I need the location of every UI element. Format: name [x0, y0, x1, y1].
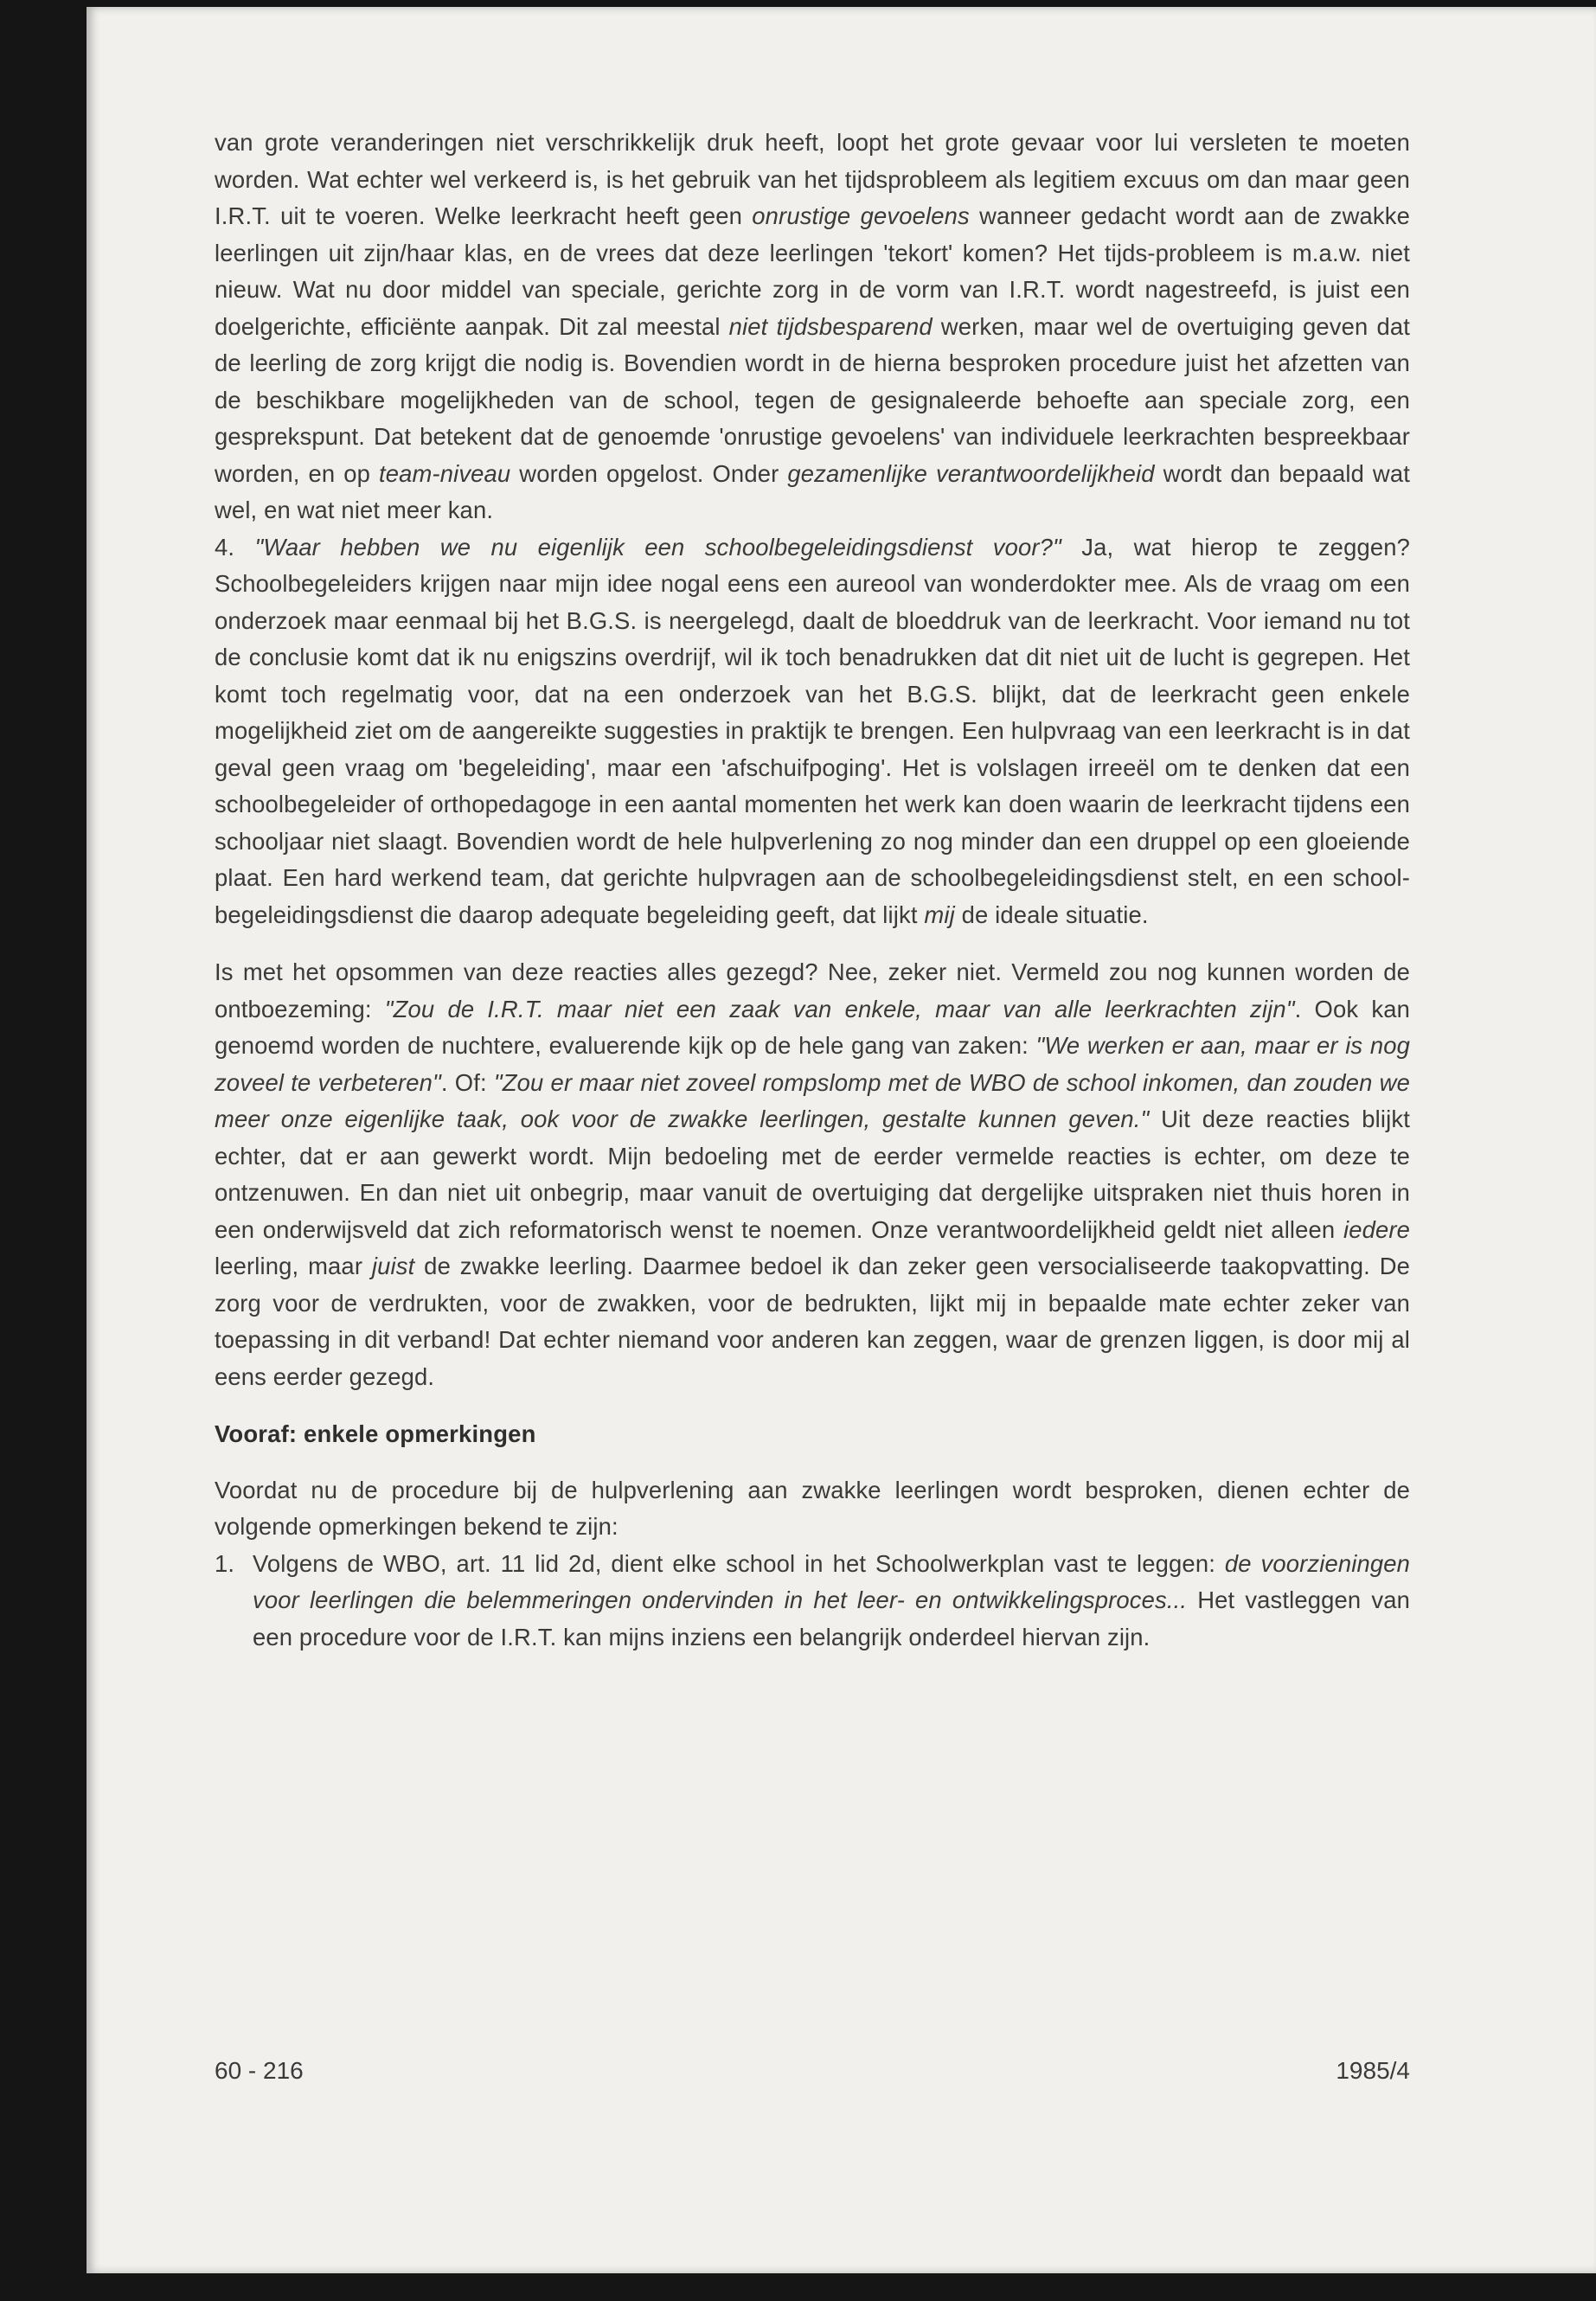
issue-number: 1985/4 [1336, 2057, 1410, 2084]
paragraph-2: 4. "Waar hebben we nu eigenlijk een schoolbegeleidingsdienst voor?" Ja, wat hierop te zeggen? Schoolbegeleiders krijgen naar mijn idee nogal eens een aureool van wonderdokter mee. Als de vraag om een onderzoek maar eenmaal bij het B.G.S. is neergelegd, daalt de bloeddruk van de leerkracht. Voor iemand nu tot de conclusie komt dat ik nu enigszins overdrijf, wil ik toch benadrukken dat dit niet uit de lucht is gegrepen. Het komt toch regelmatig voor, dat na een onderzoek van het B.G.S. blijkt, dat de leerkracht geen enkele mogelijkheid ziet om de aangereikte suggesties in praktijk te brengen. Een hulpvraag van een leerkracht is in dat geval geen vraag om 'begeleiding', maar een 'afschuifpoging'. Het is volslagen irreeël om te denken dat een schoolbegeleider of orthopedagoge in een aantal momenten het werk kan doen waarin de leerkracht tijdens een schooljaar niet slaagt. Bovendien wordt de hele hulpverlening zo nog minder dan een druppel op een gloeiende plaat. Een hard werkend team, dat gerichte hulpvragen aan de schoolbegeleidingsdienst stelt, en een school-begeleidingsdienst die daarop adequate begeleiding geeft, dat lijkt mij de ideale situatie. [215, 533, 1410, 928]
section-heading: Vooraf: enkele opmerkingen [215, 1420, 536, 1447]
list-item [215, 1546, 1410, 1657]
paragraph-1: van grote veranderingen niet verschrikkelijk druk heeft, loopt het grote gevaar voor lui versleten te moeten worden. Wat echter wel verkeerd is, is het gebruik van het tijdsprobleem als legitiem excuus om dan maar geen I.R.T. uit te voeren. Welke leerkracht heeft geen onrustige gevoelens wanneer gedacht wordt aan de zwakke leerlingen uit zijn/haar klas, en de vrees dat deze leerlingen 'tekort' komen? Het tijds-probleem is m.a.w. niet nieuw. Wat nu door middel van speciale, gerichte zorg in de vorm van I.R.T. wordt nagestreefd, is juist een doelgerichte, efficiënte aanpak. Dit zal meestal niet tijdsbesparend werken, maar wel de overtuiging geven dat de leerling de zorg krijgt die nodig is. Bovendien wordt in de hierna besproken procedure juist het afzetten van de beschikbare mogelijkheden van de school, tegen de gesignaleerde behoefte aan speciale zorg, een gesprekspunt. Dat betekent dat de genoemde 'onrustige gevoelens' van individuele leerkrachten bespreekbaar worden, en op team-niveau worden opgelost. Onder gezamenlijke verantwoordelijkheid wordt dan bepaald wat wel, en wat niet meer kan. [215, 129, 1411, 523]
paragraph-4: Voordat nu de procedure bij de hulpverlening aan zwakke leerlingen wordt besproken, dienen echter de volgende opmerkingen bekend te zijn: [215, 1476, 1410, 1540]
article-body [215, 125, 1410, 1656]
list-number: 1. [215, 1549, 235, 1577]
paragraph-3: Is met het opsommen van deze reacties alles gezegd? Nee, zeker niet. Vermeld zou nog kunnen worden de ontboezeming: "Zou de I.R.T. maar niet een zaak van enkele, maar van alle leerkrachten zijn". Ook kan genoemd worden de nuchtere, evaluerende kijk op de hele gang van zaken: "We werken er aan, maar er is nog zoveel te verbeteren". Of: "Zou er maar niet zoveel rompslomp met de WBO de school inkomen, dan zouden we meer onze eigenlijke taak, ook voor de zwakke leerlingen, gestalte kunnen geven." Uit deze reacties blijkt echter, dat er aan gewerkt wordt. Mijn bedoeling met de eerder vermelde reacties is echter, om deze te ontzenuwen. En dan niet uit onbegrip, maar vanuit de overtuiging dat dergelijke uitspraken niet thuis horen in een onderwijsveld dat zich reformatorisch wenst te noemen. Onze verantwoordelijkheid geldt niet alleen iedere leerling, maar juist de zwakke leerling. Daarmee bedoel ik dan zeker geen versocialiseerde taakopvatting. De zorg voor de verdrukten, voor de zwakken, voor de bedrukten, lijkt mij in bepaalde mate echter zeker van toepassing in dit verband! Dat echter niemand voor anderen kan zeggen, waar de grenzen liggen, is door mij al eens eerder gezegd. [215, 958, 1411, 1390]
list-item-body: Volgens de WBO, art. 11 lid 2d, dient elke school in het Schoolwerkplan vast te leggen: de voorzieningen voor leerlingen die belemmeringen ondervinden in het leer- en ontwikkelingsproces... Het vastleggen van een procedure voor de I.R.T. kan mijns inziens een belangrijk onderdeel hiervan zijn. [253, 1549, 1410, 1650]
page-number: 60 - 216 [215, 2057, 304, 2084]
